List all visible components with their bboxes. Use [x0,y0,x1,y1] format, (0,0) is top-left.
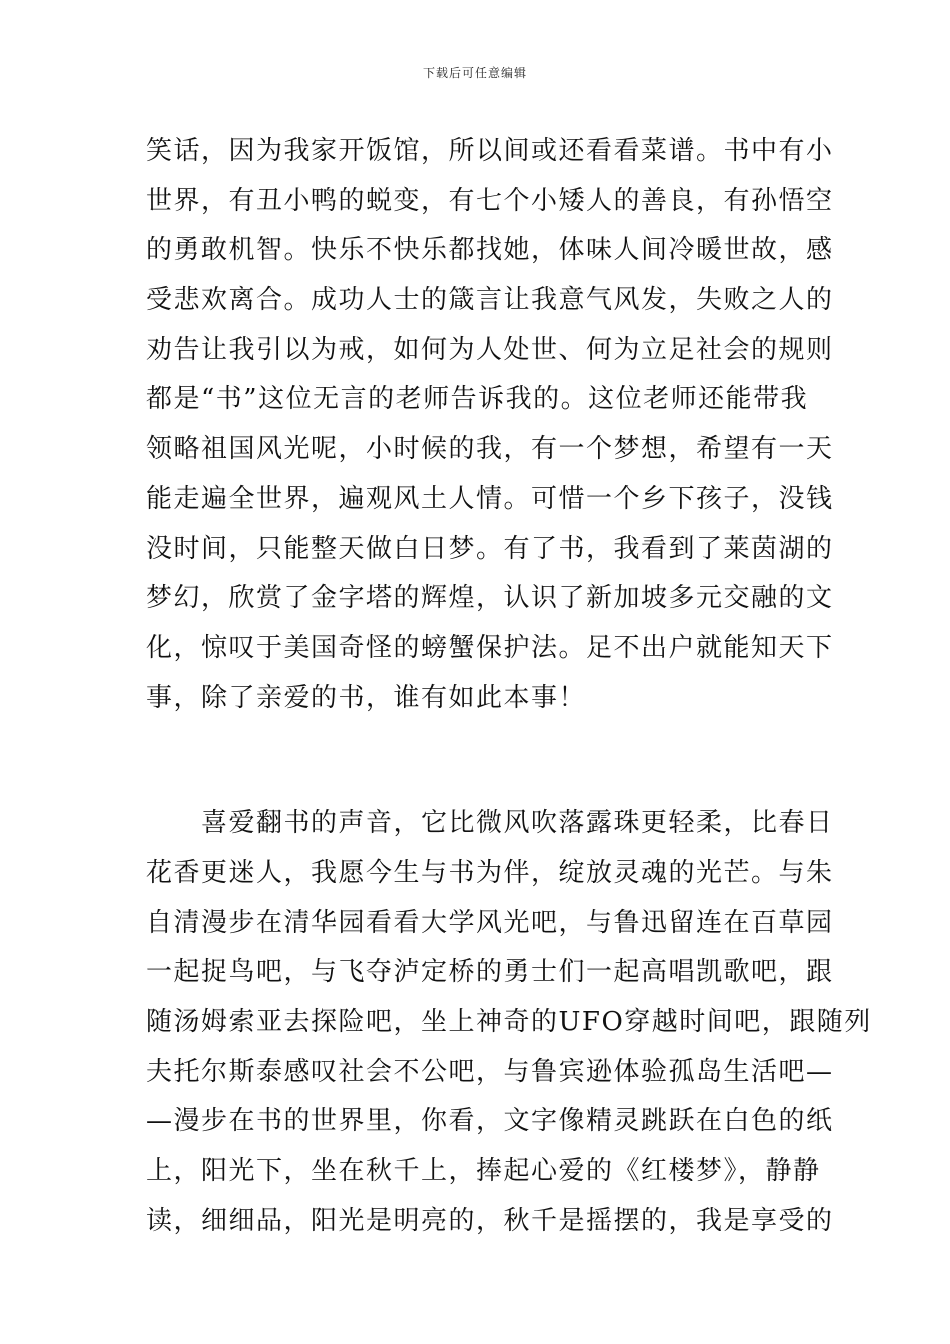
text-line: 读，细细品，阳光是明亮的，秋千是摇摆的，我是享受的 [146,1205,834,1236]
paragraph-2 [146,799,872,1246]
text-line: 能走遍全世界，遍观风土人情。可惜一个乡下孩子，没钱 [146,483,834,514]
page-header: 下载后可任意编辑 [422,66,527,80]
paragraph-gap [146,723,816,799]
text-line: 花香更迷人，我愿今生与书为伴，绽放灵魂的光芒。与朱 [146,857,834,888]
text-line: —漫步在书的世界里，你看，文字像精灵跳跃在白色的纸 [146,1106,834,1137]
text-line: 化，惊叹于美国奇怪的螃蟹保护法。足不出户就能知天下 [146,632,834,663]
body-text [146,127,872,1246]
text-line: 梦幻，欣赏了金字塔的辉煌，认识了新加坡多元交融的文 [146,583,834,614]
text-line: 自清漫步在清华园看看大学风光吧，与鲁迅留连在百草园 [146,907,834,938]
text-line: 一起捉鸟吧，与飞夺泸定桥的勇士们一起高唱凯歌吧，跟 [146,957,834,988]
text-line: 夫托尔斯泰感叹社会不公吧，与鲁宾逊体验孤岛生活吧— [146,1056,834,1087]
text-line: 事，除了亲爱的书，谁有如此本事！ [146,682,587,713]
text-line: 随汤姆索亚去探险吧，坐上神奇的UFO穿越时间吧，跟随列 [146,1007,872,1037]
text-line: 的勇敢机智。快乐不快乐都找她，体味人间冷暖世故，感 [146,235,834,266]
text-line: 劝告让我引以为戒，如何为人处世、何为立足社会的规则 [146,334,834,365]
text-line: 笑话，因为我家开饭馆，所以间或还看看菜谱。书中有小 [146,136,834,166]
text-line: 没时间，只能整天做白日梦。有了书，我看到了莱茵湖的 [146,533,834,564]
text-line: 受悲欢离合。成功人士的箴言让我意气风发，失败之人的 [146,285,834,316]
paragraph-1 [146,127,834,723]
text-line: 世界，有丑小鸭的蜕变，有七个小矮人的善良，有孙悟空 [146,185,834,216]
text-line: 上，阳光下，坐在秋千上，捧起心爱的《红楼梦》，静静 [146,1156,821,1187]
text-line: 喜爱翻书的声音，它比微风吹落露珠更轻柔，比春日 [146,808,834,839]
text-line: 都是“书”这位无言的老师告诉我的。这位老师还能带我 [146,384,809,415]
text-line: 领略祖国风光呢，小时候的我，有一个梦想，希望有一天 [146,434,834,465]
